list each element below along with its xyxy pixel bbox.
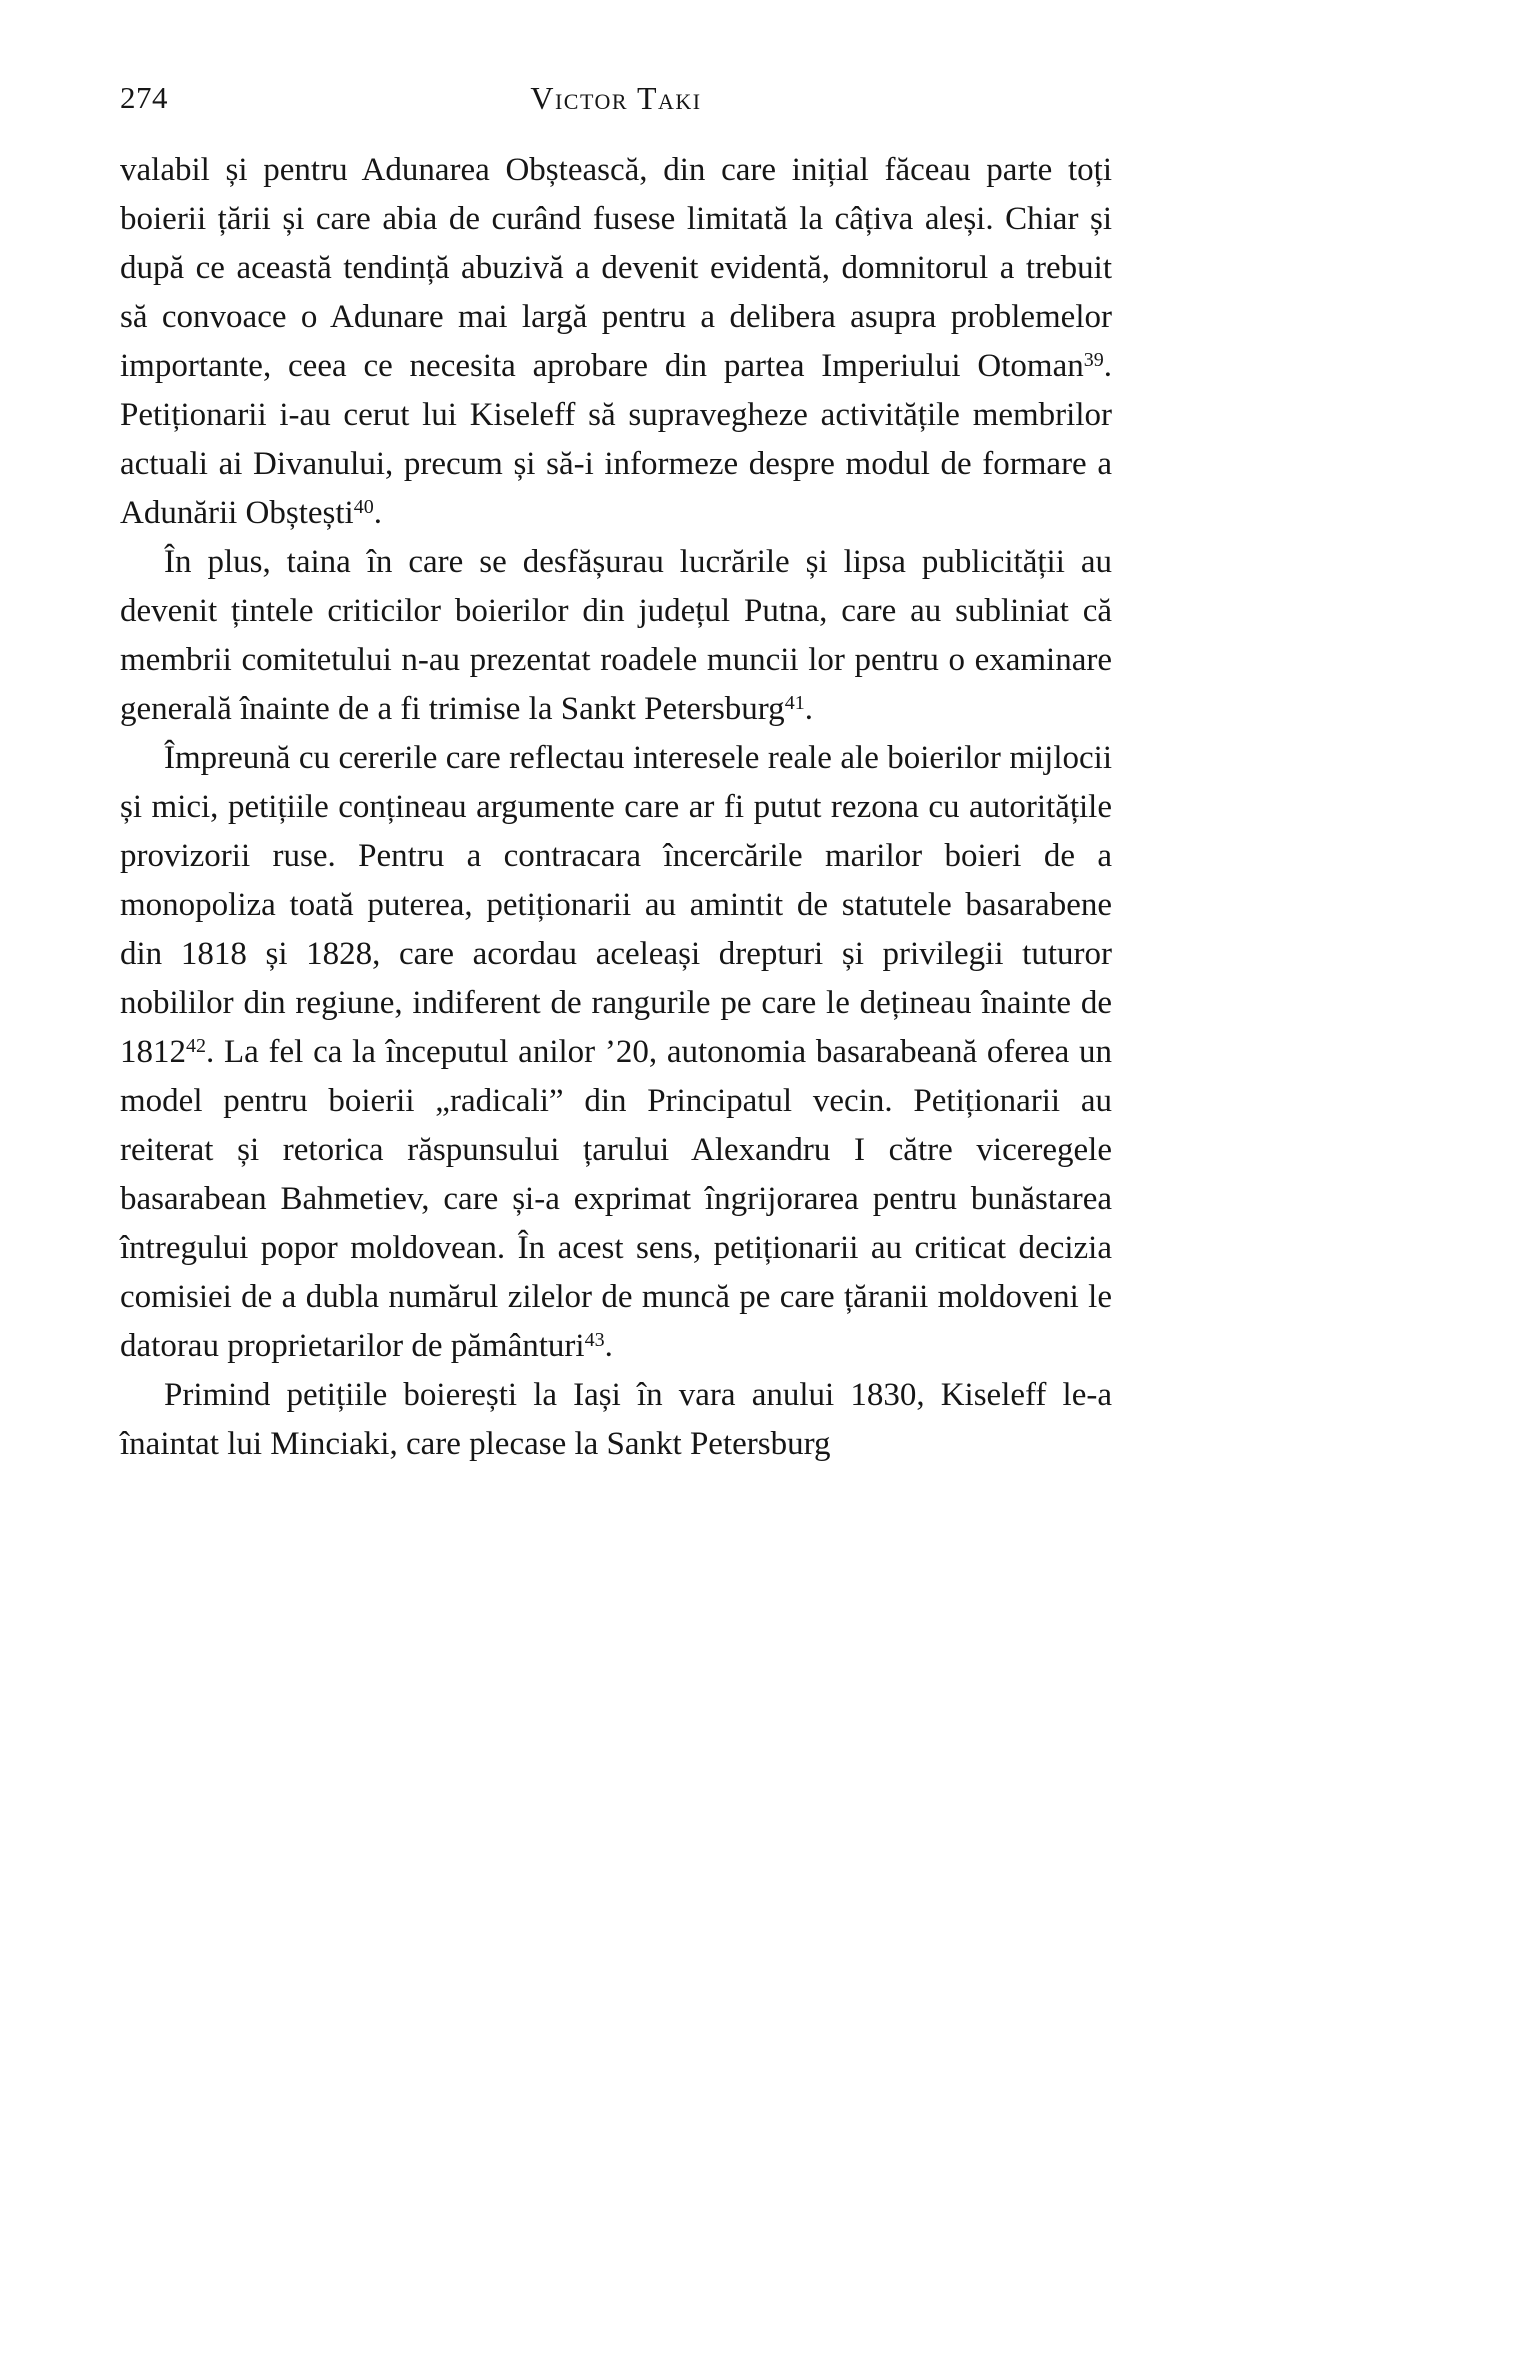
paragraph: valabil și pentru Adunarea Obștească, din care inițial făceau parte toți boierii țării și care abia de curând fusese limitată la câțiva aleși. Chiar și după ce această tendință abuzivă a devenit evidentă, domnitorul a trebuit să convoace o Adunare mai largă pentru a delibera asupra problemelor importante, ceea ce necesita aprobare din partea Imperiului Otoman$^{39}$. Petiționarii i-au cerut lui Kiseleff să supravegheze activitățile membrilor actuali ai Divanului, precum și să-i informeze despre modul de formare a Adunării Obștești$^{40}$. (120, 152, 1112, 531)
page-number: 274 (120, 80, 168, 115)
paragraph: Împreună cu cererile care reflectau interesele reale ale boierilor mijlocii și mici, petițiile conțineau argumente care ar fi putut rezona cu autoritățile provizorii ruse. Pentru a contracara încercările marilor boieri de a monopoliza toată puterea, petiționarii au amintit de statutele basarabene din 1818 și 1828, care acordau aceleași drepturi și privilegii tuturor nobililor din regiune, indiferent de rangurile pe care le dețineau înainte de 1812$^{42}$. La fel ca la începutul anilor ’20, autonomia basarabeană oferea un model pentru boierii „radicali” din Principatul vecin. Petiționarii au reiterat și retorica răspunsului țarului Alexandru I către viceregele basarabean Bahmetiev, care și-a exprimat îngrijorarea pentru bunăstarea întregului popor moldovean. În acest sens, petiționarii au criticat decizia comisiei de a dubla numărul zilelor de muncă pe care țăranii moldoveni le datorau proprietarilor de pământuri$^{43}$. (120, 740, 1112, 1364)
footnote-reference: 40 (353, 496, 374, 518)
paragraph: Primind petițiile boierești la Iași în vara anului 1830, Kiseleff le-a înaintat lui Minciaki, care plecase la Sankt Petersburg (120, 1377, 1112, 1462)
running-header-author: Victor Taki (530, 80, 702, 116)
footnote-reference: 41 (784, 692, 805, 714)
paragraph: În plus, taina în care se desfășurau lucrările și lipsa publicității au devenit țintele criticilor boierilor din județul Putna, care au subliniat că membrii comitetului n-au prezentat roadele muncii lor pentru o examinare generală înainte de a fi trimise la Sankt Petersburg$^{41}$. (120, 544, 1112, 727)
footnote-reference: 39 (1083, 349, 1104, 371)
page-body-text (120, 146, 1112, 1469)
footnote-reference: 42 (186, 1035, 206, 1057)
footnote-reference: 43 (584, 1329, 605, 1351)
page-header (120, 80, 1112, 124)
